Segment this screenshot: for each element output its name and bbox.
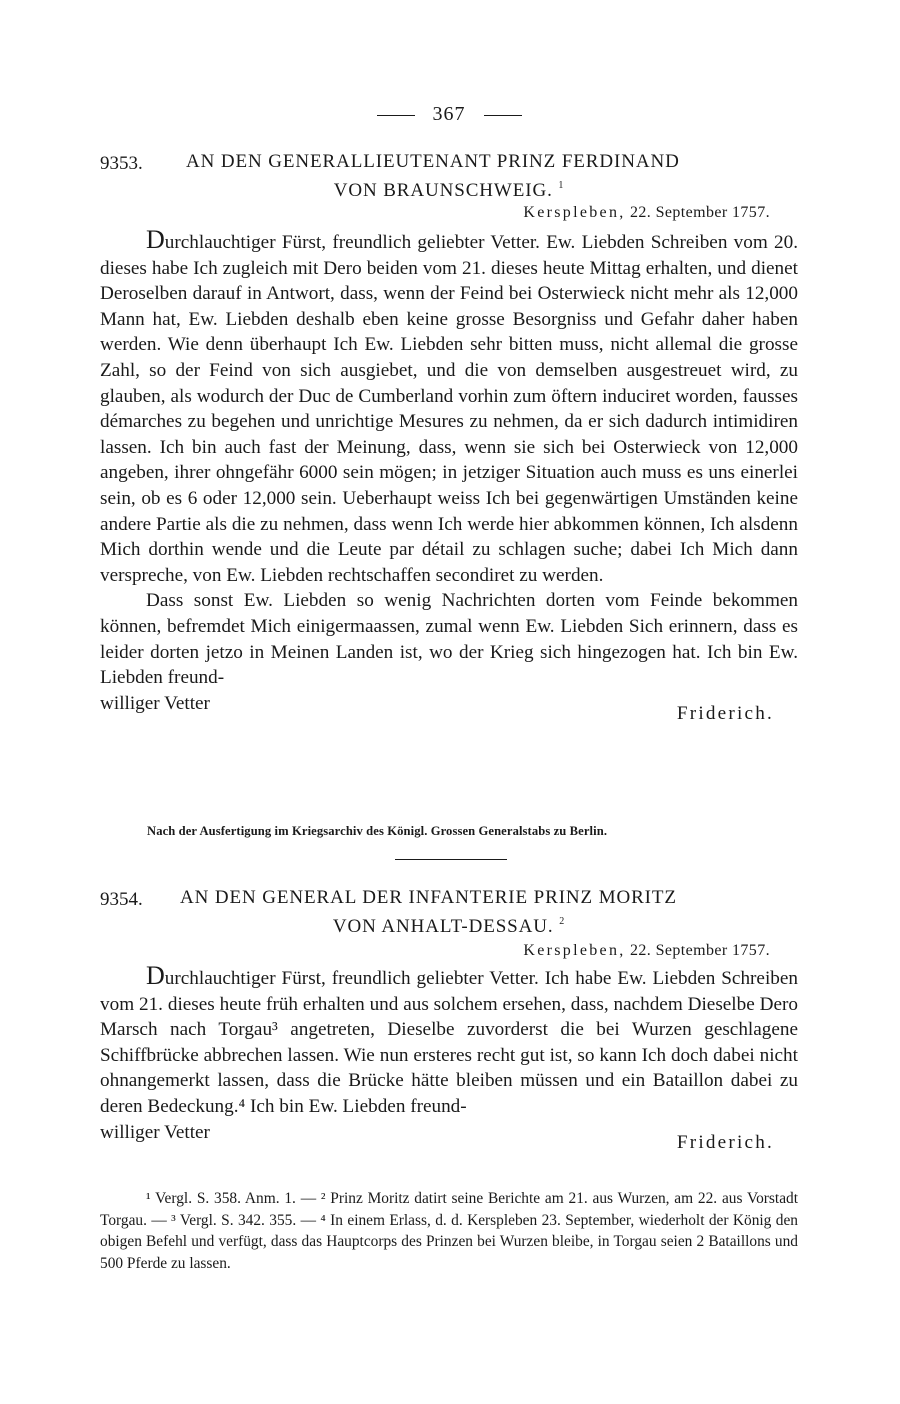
paragraph: Durchlauchtiger Fürst, freundlich geliebter Vetter. Ew. Liebden Schreiben vom 20. dieses habe Ich zugleich mit Dero beiden vom 21. dieses heute Mittag erhalten, und dienet Deroselben darauf in Antwort, dass, wenn der Feind bei Osterwieck nicht mehr als 12,000 Mann hat, Ew. Liebden deshalb eben keine grosse Besorgniss und Gefahr daher haben werden. Wie denn überhaupt Ich Ew. Liebden sehr bitten muss, nicht allemal die grosse Zahl, so der Feind von sich ausgiebet, und die von demselben ausgestreuet wird, zu glauben, als wodurch der Duc de Cumberland vorhin zum öftern induciret worden, fausses démarches zu begehen und unrichtige Mesures zu nehmen, da er sich dadurch intimidiren lassen. Ich bin auch fast der Meinung, dass, wenn sie sich bei Osterwieck von 12,000 angeben, ihrer ohngefähr 6000 sein mögen; in jetziger Situation auch muss es uns einerlei sein, ob es 6 oder 12,000 sein. Ueberhaupt weiss Ich bei gegenwärtigen Umständen keine andere Partie als die zu nehmen, dass wenn Ich werde hier abkommen können, Ich alsdenn Mich dorthin wende und die Leute par détail zu schlagen suche; dabei Ich Mich dann verspreche, von Ew. Liebden rechtschaffen secondiret zu werden.: [100, 225, 798, 586]
letter-number: 9353.: [100, 153, 143, 174]
footnote-mark: 2: [559, 916, 566, 927]
dateline-place: Kerspleben,: [523, 942, 626, 959]
dateline-date: 22. September 1757.: [629, 204, 770, 221]
letter-title-text: VON BRAUNSCHWEIG.: [333, 180, 553, 201]
signature: Friderich.: [676, 1131, 774, 1153]
letter-body: [100, 225, 798, 724]
paragraph: Dass sonst Ew. Liebden so wenig Nachrichten dorten vom Feinde bekommen können, befremdet Mich einigermaassen, zumal wenn Ew. Liebden Sich erinnern, dass es leider dorten jetzo in Meinen Landen ist, wo der Krieg sich hingezogen hat. Ich bin Ew. Liebden freund-: [100, 590, 798, 689]
dateline-place: Kerspleben,: [523, 204, 626, 221]
header-dash-left: [377, 115, 415, 116]
header-dash-right: [484, 115, 522, 116]
letter-body: [100, 961, 798, 1153]
paragraph: Durchlauchtiger Fürst, freundlich geliebter Vetter. Ich habe Ew. Liebden Schreiben vom 21. dieses heute früh erhalten und aus solchem ersehen, dass, nachdem Dieselbe Dero Marsch nach Torgau³ angetreten, Dieselbe zuvorderst die bei Wurzen geschlagene Schiffbrücke abbrechen lassen. Wie nun ersteres recht gut ist, so kann Ich doch dabei nicht ohnangemerkt lassen, dass die Brücke hätte bleiben müssen und ein Bataillon dabei zu deren Bedeckung.⁴ Ich bin Ew. Liebden freund-: [100, 961, 798, 1117]
letter-number: 9354.: [100, 889, 143, 910]
letter-title-line1: AN DEN GENERAL DER INFANTERIE PRINZ MORITZ: [180, 887, 677, 908]
footnote-mark: 1: [558, 180, 565, 191]
separator-rule: [395, 859, 507, 860]
closing-formula: williger Vetter: [100, 1121, 210, 1143]
letter-heading: [100, 886, 798, 936]
letter-heading: [100, 150, 798, 200]
footnote-text: ¹ Vergl. S. 358. Anm. 1. — ² Prinz Moritz datirt seine Berichte am 21. aus Wurzen, am 22. aus Vorstadt Torgau. — ³ Vergl. S. 342. 355. — ⁴ In einem Erlass, d. d. Kerspleben 23. September, wiederholt der König den obigen Befehl und verfügt, dass das Hauptcorps des Prinzen bei Wurzen bleibe, in Torgau seien 2 Bataillons und 500 Pferde zu lassen.: [100, 1190, 798, 1272]
dateline: [523, 942, 770, 960]
closing-formula: williger Vetter: [100, 692, 210, 714]
letter-title-line2: [100, 174, 798, 202]
letter-closing: [100, 1120, 798, 1153]
letter-title-line1: AN DEN GENERALLIEUTENANT PRINZ FERDINAND: [186, 151, 680, 172]
page-number: 367: [432, 103, 466, 125]
signature: Friderich.: [676, 702, 774, 724]
letter-title-line2: [100, 910, 798, 938]
letter-title-text: VON ANHALT-DESSAU.: [332, 916, 554, 937]
letter-closing: [100, 691, 798, 724]
page-header: [100, 100, 798, 128]
footnotes: [100, 1188, 798, 1274]
dateline-date: 22. September 1757.: [629, 942, 770, 959]
source-note: Nach der Ausfertigung im Kriegsarchiv des Königl. Grossen Generalstabs zu Berlin.: [147, 824, 608, 838]
dateline: [523, 204, 770, 222]
